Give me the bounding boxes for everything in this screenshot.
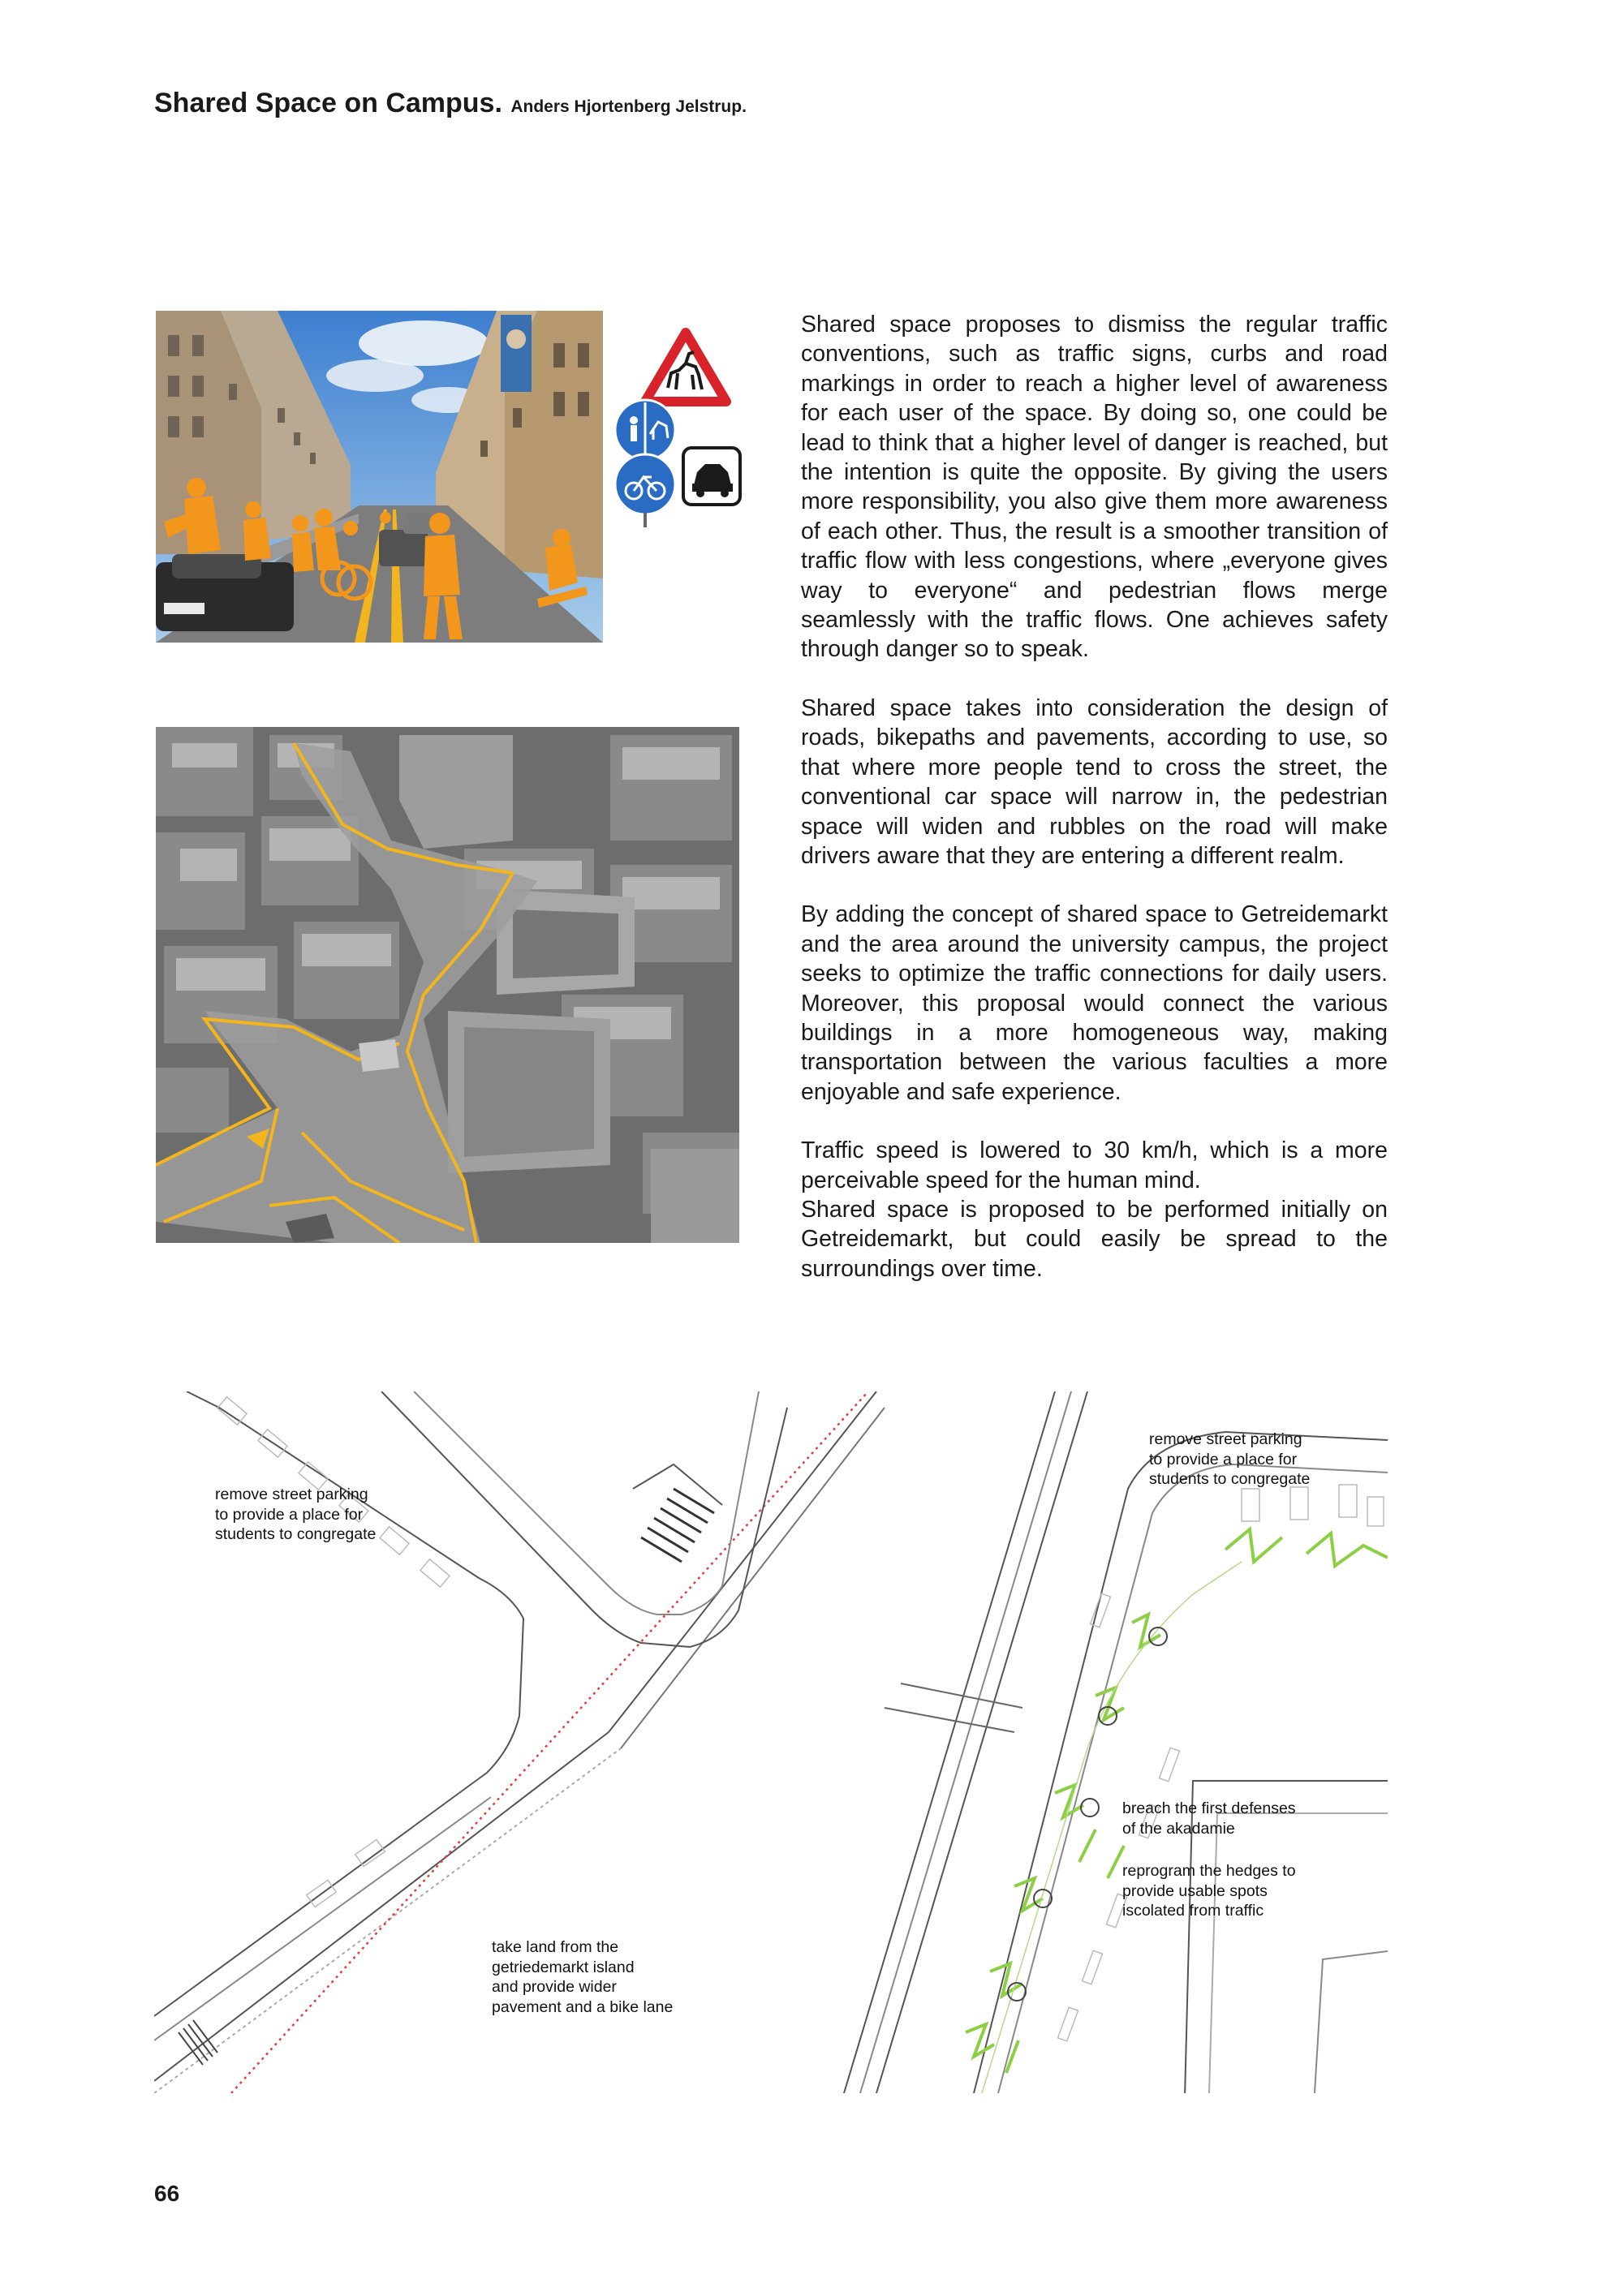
body-paragraph: Shared space takes into consideration the design of roads, bikepaths and pavements, according to use, so that where more people tend to cross the street, the conventional car space will narrow in, the pedestrian space will widen and rubbles on the road will make drivers aware that they are entering a different realm.: [801, 694, 1388, 869]
author-name: Anders Hjortenberg Jelstrup.: [510, 97, 747, 116]
body-text: [801, 310, 1388, 1313]
annotation-line: remove street parking: [215, 1486, 368, 1503]
annotation-line: students to congregate: [1149, 1470, 1311, 1488]
annotation-line: to provide a place for: [1149, 1450, 1298, 1468]
aerial-view-image: [156, 727, 739, 1243]
annotation-line: getriedemarkt island: [492, 1958, 635, 1976]
annotation-line: of the akadamie: [1122, 1819, 1235, 1838]
body-paragraph: Shared space is proposed to be performed initially on Getreidemarkt, but could easily be spread to the surroundings over time.: [801, 1196, 1388, 1282]
street-collage-image: [156, 311, 603, 643]
annotation-reprogram-hedges: [1122, 1861, 1296, 1921]
site-plan-drawing: [154, 1391, 1388, 2093]
annotation-breach-defenses: [1122, 1799, 1296, 1838]
annotation-line: pavement and a bike lane: [492, 1997, 674, 2016]
traffic-signs-image: [605, 325, 744, 527]
page-header: [154, 88, 747, 119]
body-paragraph: Traffic speed is lowered to 30 km/h, which is a more perceivable speed for the human mind.: [801, 1137, 1388, 1193]
annotation-remove-parking-left: [215, 1485, 376, 1545]
annotation-line: take land from the: [492, 1938, 619, 1956]
annotation-line: students to congregate: [215, 1525, 377, 1543]
annotation-line: reprogram the hedges to: [1122, 1862, 1296, 1880]
annotation-take-land: [492, 1937, 673, 2017]
annotation-line: to provide a place for: [215, 1505, 364, 1524]
page-number: 66: [154, 2181, 180, 2206]
annotation-line: breach the first defenses: [1122, 1799, 1296, 1817]
annotation-line: and provide wider: [492, 1978, 617, 1996]
body-paragraph: By adding the concept of shared space to Getreidemarkt and the area around the university campus, the project seeks to optimize the traffic connections for daily users. Moreover, this proposal would connect the various buildings in a more homogeneous way, making transportation between the various faculties a more enjoyable and safe experience.: [801, 901, 1388, 1105]
annotation-line: provide usable spots: [1122, 1881, 1268, 1900]
annotation-remove-parking-right: [1149, 1430, 1310, 1490]
annotation-line: iscolated from traffic: [1122, 1902, 1264, 1920]
page-title: Shared Space on Campus.: [154, 88, 502, 118]
annotation-line: remove street parking: [1149, 1430, 1302, 1448]
body-paragraph: Shared space proposes to dismiss the regular traffic conventions, such as traffic signs, curbs and road markings in order to reach a higher level of awareness for each user of the space. By doing so, one could be lead to think that a higher level of danger is reached, but the intention is quite the opposite. By giving the users more responsibility, you also give them more awareness of each other. Thus, the result is a smoother transition of traffic flow with less congestions, where „everyone gives way to everyone“ and pedestrian flows merge seamlessly with the traffic flows. One achieves safety through danger so to speak.: [801, 312, 1388, 663]
